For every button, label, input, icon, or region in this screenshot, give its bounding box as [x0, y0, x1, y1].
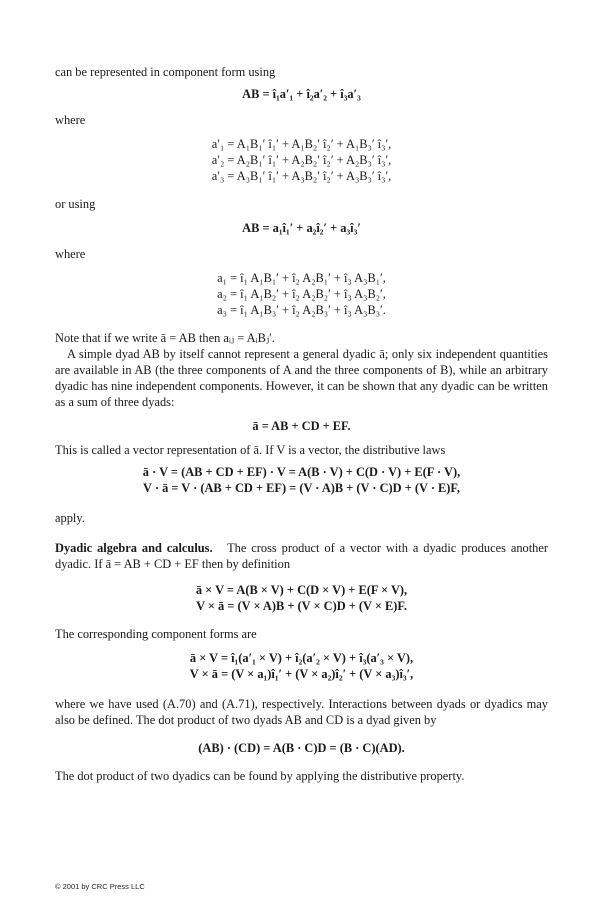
paragraph-dyadic-algebra [55, 540, 548, 572]
equation-set-a [55, 270, 548, 318]
equation-a-prime-3: a′₃ = A₃B₁′ î₁′ + A₃B₂′ î₂′ + A₃B₃′ î₃′, [211, 169, 392, 183]
copyright-footer: © 2001 by CRC Press LLC [55, 882, 145, 891]
section-heading: Dyadic algebra and calculus. [55, 541, 213, 555]
equation-set-distributive [55, 464, 548, 496]
equation-distributive-2: V · ā = V · (AB + CD + EF) = (V · A)B + (V · C)D + (V · E)F, [143, 481, 460, 495]
equation-set-cross-product [55, 582, 548, 614]
equation-set-a-prime [55, 136, 548, 184]
equation-ab-alternate: AB = a₁î₁′ + a₂î₂′ + a₃î₃′ [242, 221, 361, 235]
paragraph-component-forms: The corresponding component forms are [55, 627, 257, 641]
equation-a-prime-2: a′₂ = A₂B₁′ î₁′ + A₂B₂′ î₂′ + A₂B₃′ î₃′, [211, 153, 392, 167]
equation-a-3: a₃ = î₁ A₁B₃′ + î₂ A₂B₃′ + î₃ A₃B₃′. [217, 303, 386, 317]
or-using-label: or using [55, 197, 96, 211]
paragraph-cross-product: The cross product of a vector with a dyadic produces another dyadic. If ā = AB + CD + EF then by definition [55, 541, 548, 571]
equation-a-1: a₁ = î₁ A₁B₁′ + î₂ A₂B₁′ + î₃ A₃B₁′, [217, 271, 386, 285]
where-label-1: where [55, 113, 86, 127]
paragraph-dot-product-dyadics: The dot product of two dyadics can be found by applying the distributive property. [55, 769, 465, 783]
equation-distributive-1: ā · V = (AB + CD + EF) · V = A(B · V) + C(D · V) + E(F · V), [142, 465, 461, 479]
equation-set-component-forms [55, 650, 548, 682]
equation-cross-2: V × ā = (V × A)B + (V × C)D + (V × E)F. [196, 599, 407, 613]
equation-a-prime-1: a′₁ = A₁B₁′ î₁′ + A₁B₂′ î₂′ + A₁B₃′ î₃′, [211, 137, 392, 151]
where-label-2: where [55, 247, 86, 261]
equation-cross-1: ā × V = A(B × V) + C(D × V) + E(F × V), [195, 583, 408, 597]
equation-ab-component: AB = î₁a′₁ + î₂a′₂ + î₃a′₃ [242, 87, 361, 101]
paragraph-simple-dyad: A simple dyad AB by itself cannot represent a general dyadic ā; only six independent quantities are available in AB (the three components of A and the three components of B), while an arbitrary dyadic has nine independent components. However, it can be shown that any dyadic can be written as a sum of three dyads: [55, 347, 548, 409]
paragraph-distributive-laws: This is called a vector representation of ā. If V is a vector, the distributive laws [55, 443, 446, 457]
apply-text: apply. [55, 511, 85, 525]
equation-component-1: ā × V = î₁(a′₁ × V) + î₂(a′₂ × V) + î₃(a′₃ × V), [189, 651, 414, 665]
equation-vector-representation: ā = AB + CD + EF. [252, 419, 351, 433]
equation-component-2: V × ā = (V × a₁)î₁′ + (V × a₂)î₂′ + (V × a₃)î₃′, [189, 667, 414, 681]
page-body [55, 64, 548, 784]
equation-a-2: a₂ = î₁ A₁B₂′ + î₂ A₂B₂′ + î₃ A₃B₂′, [217, 287, 386, 301]
note-text: Note that if we write ā = AB then aᵢⱼ = AᵢBⱼ′. [55, 331, 275, 345]
paragraph-interactions: where we have used (A.70) and (A.71), respectively. Interactions between dyads or dyadics may also be defined. The dot product of two dyads AB and CD is a dyad given by [55, 697, 548, 727]
intro-text: can be represented in component form using [55, 65, 276, 79]
equation-dot-product: (AB) · (CD) = A(B · C)D = (B · C)(AD). [198, 741, 405, 755]
